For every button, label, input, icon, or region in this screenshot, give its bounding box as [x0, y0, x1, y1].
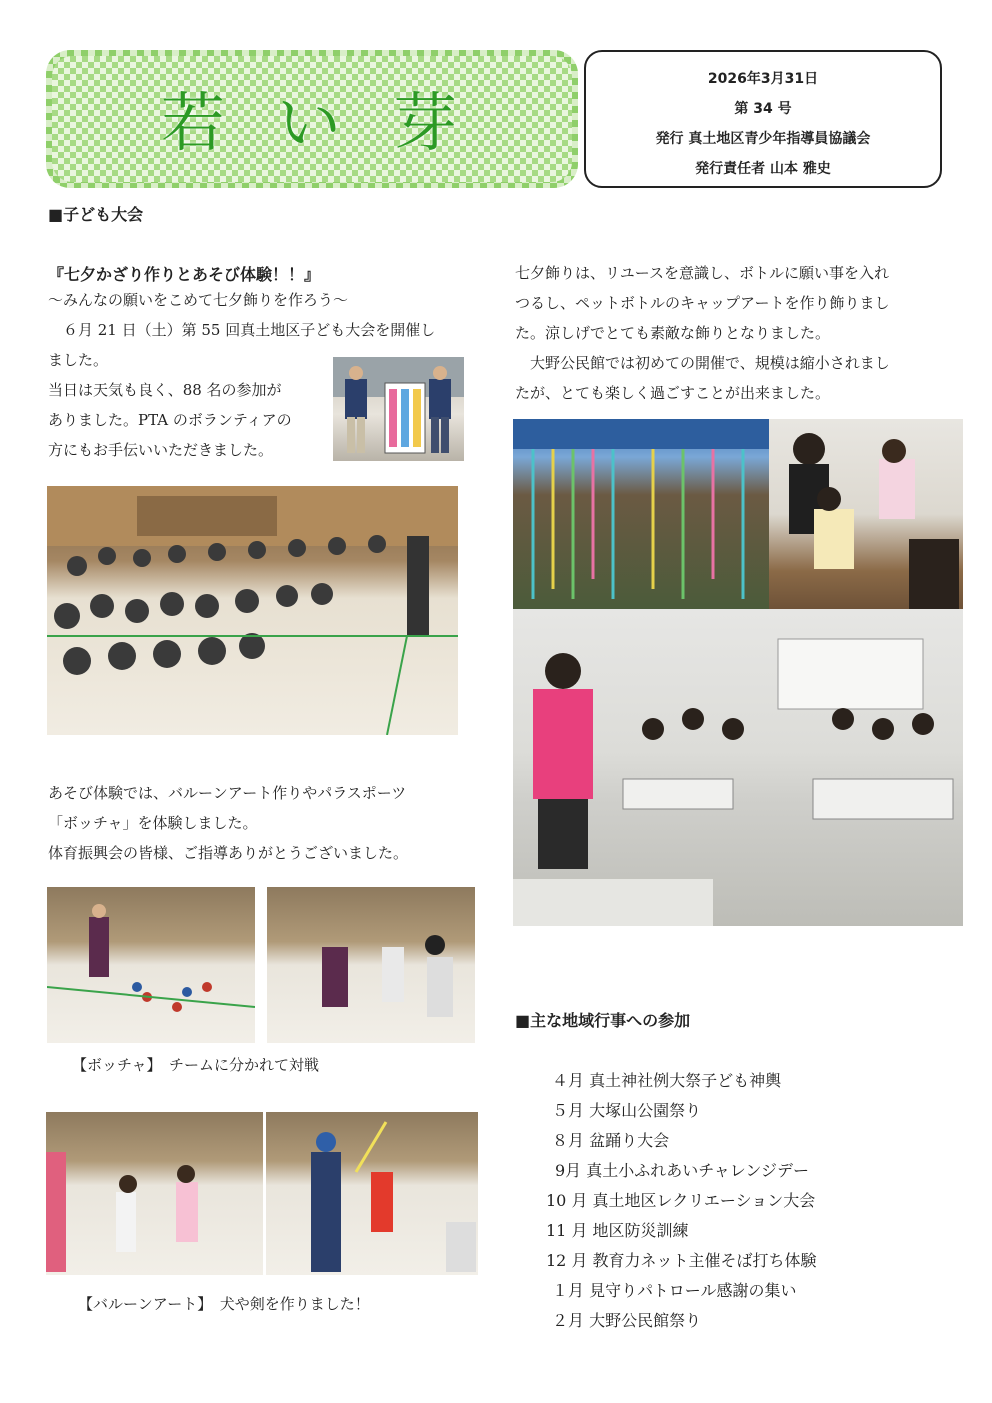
event-month: 10 月: [546, 1191, 588, 1210]
event-name: 真土地区レクリエーション大会: [592, 1191, 816, 1210]
photo-illustration: [266, 1112, 478, 1275]
list-item: [552, 1308, 701, 1331]
title-banner: [46, 50, 578, 188]
list-item: [546, 1218, 689, 1241]
event-month: 9月: [555, 1161, 582, 1180]
photo-classroom-crafts: [513, 609, 963, 926]
list-item: [546, 1248, 817, 1271]
event-subtitle: ～みんなの願いをこめて七夕飾りを作ろう～: [48, 291, 349, 309]
editor: 発行責任者 山本 雅史: [695, 161, 831, 177]
paragraph-line: たが、とても楽しく過ごすことが出来ました。: [515, 384, 831, 402]
paragraph-line: ６月 21 日（土）第 55 回真土地区子ども大会を開催し: [48, 321, 436, 339]
list-item: [552, 1128, 669, 1151]
publisher: 発行 真土地区青少年指導員協議会: [655, 131, 871, 147]
event-month: ２月: [552, 1311, 585, 1330]
event-name: 真土神社例大祭子ども神輿: [589, 1071, 782, 1090]
photo-boccia-2: [267, 887, 475, 1043]
event-month: 12 月: [546, 1251, 588, 1270]
paragraph-line: つるし、ペットボトルのキャップアートを作り飾りまし: [515, 294, 890, 312]
paragraph-line: 七夕飾りは、リユースを意識し、ボトルに願い事を入れ: [515, 264, 889, 282]
event-name: 見守りパトロール感謝の集い: [589, 1281, 797, 1300]
event-name: 地区防災訓練: [592, 1221, 689, 1240]
photo-illustration: [333, 357, 464, 461]
list-item: [552, 1068, 781, 1091]
photo-illustration: [769, 419, 963, 609]
section-heading-kids: ■子ども大会: [48, 205, 144, 224]
newsletter-title: 若い芽: [161, 87, 509, 161]
photo-illustration: [513, 419, 769, 609]
event-name: 盆踊り大会: [589, 1131, 670, 1150]
event-name: 大塚山公園祭り: [589, 1101, 702, 1120]
event-title: 『七夕かざり作りとあそび体験！！』: [48, 265, 321, 284]
event-month: ５月: [552, 1101, 585, 1120]
event-month: ４月: [552, 1071, 585, 1090]
photo-illustration: [267, 887, 475, 1043]
event-name: 真土小ふれあいチャレンジデー: [586, 1161, 810, 1180]
paragraph-line: ました。: [48, 351, 109, 369]
photo-balloon-1: [46, 1112, 263, 1275]
photo-boccia-1: [47, 887, 255, 1043]
paragraph-line: 当日は天気も良く、88 名の参加が: [48, 381, 282, 399]
event-month: １月: [552, 1281, 585, 1300]
photo-balloon-2: [266, 1112, 478, 1275]
photo-hall-gathering: [47, 486, 458, 735]
paragraph-line: 体育振興会の皆様、ご指導ありがとうございました。: [48, 844, 409, 862]
photo-tanabata-decorations: [513, 419, 769, 609]
paragraph-line: 大野公民館では初めての開催で、規模は縮小されまし: [515, 354, 890, 372]
event-name: 大野公民館祭り: [589, 1311, 702, 1330]
paragraph-line: 「ボッチャ」を体験しました。: [48, 814, 258, 832]
photo-illustration: [47, 486, 458, 735]
list-item: [555, 1158, 809, 1181]
list-item: [552, 1098, 701, 1121]
photo-illustration: [47, 887, 255, 1043]
event-month: 11 月: [546, 1221, 588, 1240]
list-item: [552, 1278, 796, 1301]
list-item: [546, 1188, 815, 1211]
event-month: ８月: [552, 1131, 585, 1150]
photo-staff-with-sign: [333, 357, 464, 461]
event-name: 教育力ネット主催そば打ち体験: [592, 1251, 817, 1270]
caption-boccia: 【ボッチャ】 チームに分かれて対戦: [72, 1056, 320, 1074]
issue-number: 第 34 号: [734, 101, 792, 117]
issue-info-box: [584, 50, 942, 188]
paragraph-line: あそび体験では、バルーンアート作りやパラスポーツ: [48, 784, 407, 802]
caption-balloon: 【バルーンアート】 犬や剣を作りました！: [78, 1295, 370, 1313]
issue-date: 2026年3月31日: [707, 71, 819, 87]
paragraph-line: 方にもお手伝いいただきました。: [48, 441, 274, 459]
section-heading-events: ■主な地域行事への参加: [515, 1011, 691, 1030]
paragraph-line: た。涼しげでとても素敵な飾りとなりました。: [515, 324, 831, 342]
photo-craft-table: [769, 419, 963, 609]
photo-illustration: [46, 1112, 263, 1275]
photo-illustration: [513, 609, 963, 926]
paragraph-line: ありました。PTA のボランティアの: [48, 411, 292, 429]
